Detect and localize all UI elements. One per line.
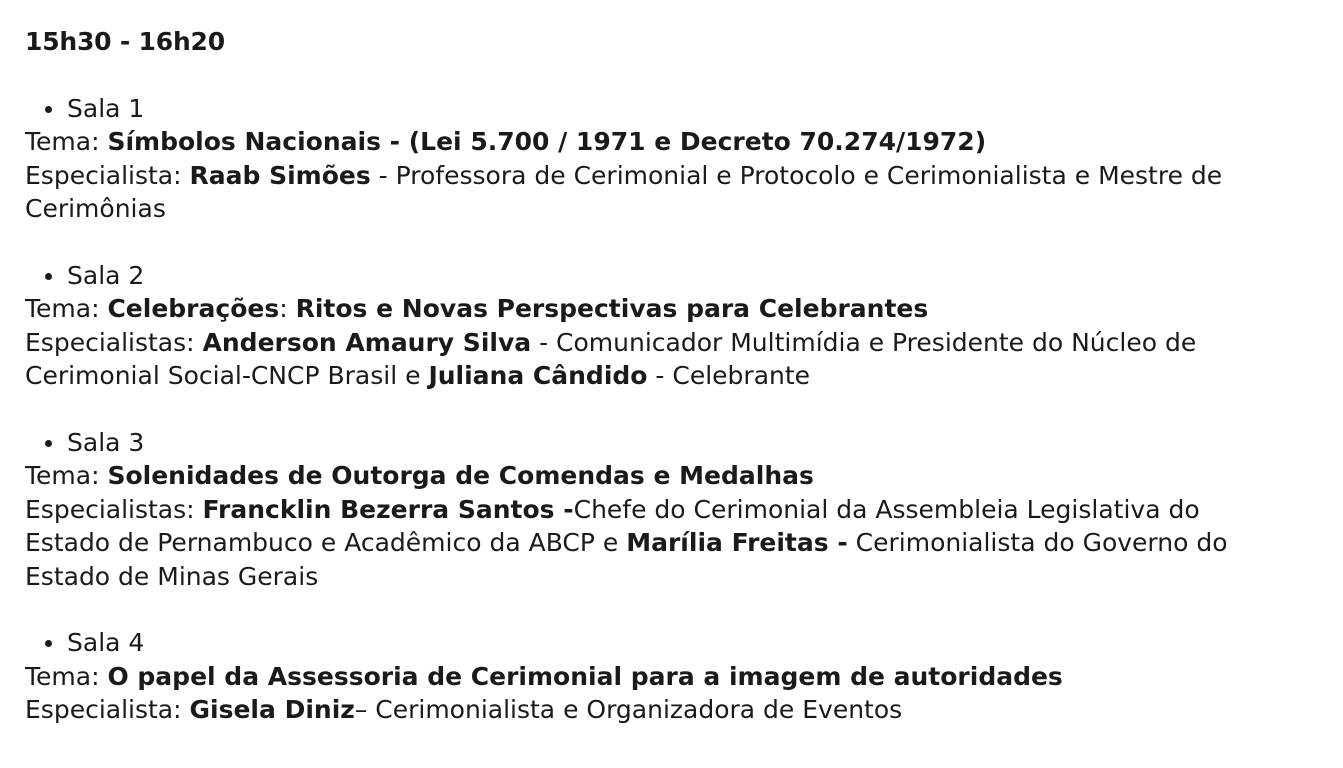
especialista-name-2: Marília Freitas - bbox=[626, 528, 848, 557]
session-sala-3 bbox=[25, 426, 1285, 594]
tema-line bbox=[25, 125, 1285, 159]
session-sala-1 bbox=[25, 92, 1285, 226]
especialista-name: Anderson Amaury Silva bbox=[202, 327, 532, 357]
especialista-line bbox=[25, 159, 1285, 226]
especialista-name: Francklin Bezerra Santos - bbox=[202, 494, 574, 524]
session-sala-2 bbox=[25, 259, 1285, 393]
especialista-description: Chefe do Cerimonial da Assembleia Legislativa do Estado de Pernambuco e Acadêmico da ABCP e bbox=[25, 494, 1200, 557]
sala-label: Sala 1 bbox=[25, 92, 1285, 126]
tema-separator: : bbox=[279, 294, 288, 323]
especialista-description: – Cerimonialista e Organizadora de Eventos bbox=[354, 695, 903, 724]
especialista-line bbox=[25, 326, 1285, 393]
session-sala-4 bbox=[25, 626, 1285, 727]
especialista-line bbox=[25, 493, 1285, 594]
tema-label: Tema: bbox=[25, 661, 100, 691]
especialista-label: Especialistas: bbox=[25, 494, 195, 524]
tema-label: Tema: bbox=[25, 461, 100, 490]
tema-line bbox=[25, 459, 1285, 493]
especialista-name: Gisela Diniz bbox=[189, 695, 355, 724]
tema-title: Solenidades de Outorga de Comendas e Medalhas bbox=[107, 461, 814, 490]
tema-label: Tema: bbox=[25, 294, 100, 323]
especialista-description-2: - Celebrante bbox=[647, 361, 811, 390]
especialista-description: - Comunicador Multimídia e Presidente do Núcleo de Cerimonial Social-CNCP Brasil e bbox=[25, 327, 1197, 390]
tema-title-part-a: Celebrações bbox=[107, 294, 280, 323]
especialista-label: Especialista: bbox=[25, 695, 182, 724]
tema-title: Símbolos Nacionais - (Lei 5.700 / 1971 e Decreto 70.274/1972) bbox=[107, 127, 987, 156]
time-slot-heading: 15h30 - 16h20 bbox=[25, 27, 225, 56]
tema-title-part-b: Ritos e Novas Perspectivas para Celebrantes bbox=[295, 294, 929, 323]
sala-label: Sala 4 bbox=[25, 626, 1285, 660]
especialista-label: Especialistas: bbox=[25, 327, 195, 357]
tema-line bbox=[25, 660, 1285, 694]
especialista-name-2: Juliana Cândido bbox=[428, 361, 648, 390]
tema-title: O papel da Assessoria de Cerimonial para a imagem de autoridades bbox=[107, 661, 1063, 691]
especialista-description: - Professora de Cerimonial e Protocolo e Cerimonialista e Mestre de Cerimônias bbox=[25, 160, 1223, 223]
tema-line bbox=[25, 292, 1285, 326]
especialista-line bbox=[25, 693, 1285, 727]
especialista-label: Especialista: bbox=[25, 160, 182, 190]
sala-label: Sala 3 bbox=[25, 426, 1285, 460]
sala-label: Sala 2 bbox=[25, 259, 1285, 293]
especialista-name: Raab Simões bbox=[189, 160, 371, 190]
tema-label: Tema: bbox=[25, 127, 100, 156]
especialista-description-2: Cerimonialista do Governo do Estado de Minas Gerais bbox=[25, 528, 1228, 591]
